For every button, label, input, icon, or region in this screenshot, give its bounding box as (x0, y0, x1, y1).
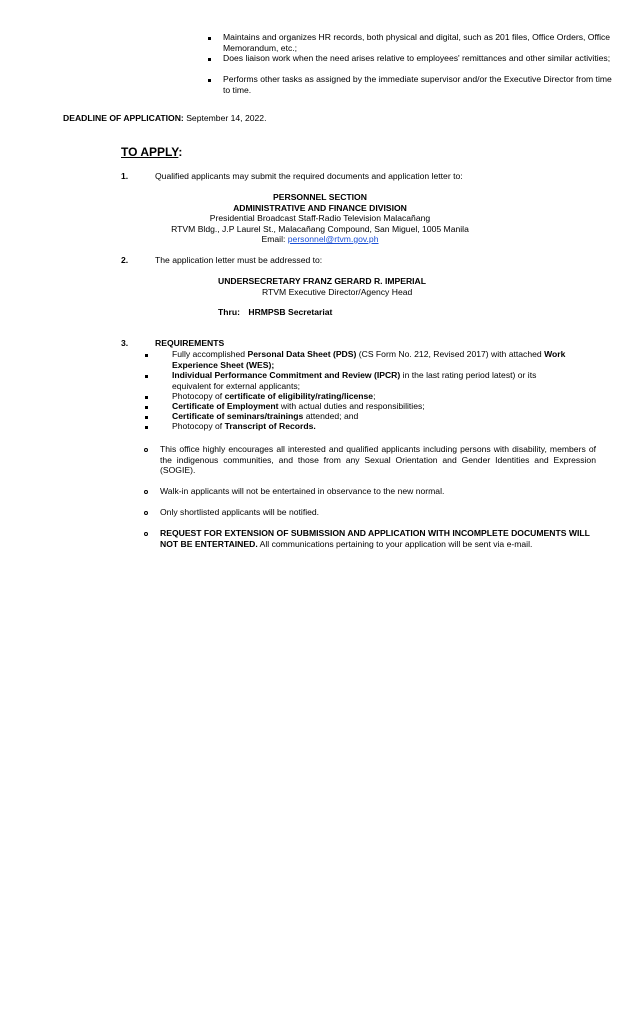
note-text: This office highly encourages all interested and qualified applicants including persons with disability, members of the indigenous communities, and those from any Sexual Orientation and Gender Identities and Expression (SOGIE). (160, 444, 596, 475)
duty-item: Does liaison work when the need arises relative to employees' remittances and other similar activities; (223, 53, 611, 63)
address-line: RTVM Bldg., J.P Laurel St., Malacañang Compound, San Miguel, 1005 Manila (171, 223, 469, 234)
to-apply-colon: : (178, 145, 183, 159)
addressee-title: RTVM Executive Director/Agency Head (262, 286, 413, 297)
item-2-text: The application letter must be addressed to: (155, 255, 323, 265)
req-bold: Certificate of Employment (172, 401, 279, 411)
requirements-heading: REQUIREMENTS (155, 338, 225, 348)
note-text: Only shortlisted applicants will be notified. (160, 507, 320, 517)
item-number: 1. (121, 171, 129, 181)
requirement-item (172, 401, 597, 412)
deadline-value: September 14, 2022. (186, 113, 267, 123)
item-1-text: Qualified applicants may submit the required documents and application letter to: (155, 171, 463, 181)
bullet-square-icon (145, 396, 148, 399)
circle-bullet-icon (144, 448, 148, 452)
requirement-item-continued: Experience Sheet (WES); (172, 360, 275, 370)
circle-bullet-icon (144, 490, 148, 494)
bullet-square-icon (145, 375, 148, 378)
req-text: Photocopy of (172, 421, 225, 431)
thru-label: Thru: (218, 307, 240, 317)
email-label: Email: (261, 234, 286, 244)
bullet-square-icon (208, 79, 211, 82)
to-apply-heading (121, 145, 182, 159)
addressee-block (218, 276, 598, 297)
req-text: attended; and (303, 411, 359, 421)
bullet-square-icon (145, 426, 148, 429)
email-link[interactable]: personnel@rtvm.gov.ph (287, 234, 379, 244)
bullet-square-icon (208, 37, 211, 40)
req-bold: Personal Data Sheet (PDS) (247, 349, 357, 359)
requirement-item (172, 370, 597, 381)
address-line: PERSONNEL SECTION (273, 192, 367, 202)
req-bold: Work (544, 349, 566, 359)
deadline (63, 113, 583, 124)
address-line: ADMINISTRATIVE AND FINANCE DIVISION (233, 202, 407, 213)
req-text: ; (373, 391, 376, 401)
deadline-label: DEADLINE OF APPLICATION: (63, 113, 184, 123)
addressee-name: UNDERSECRETARY FRANZ GERARD R. IMPERIAL (218, 276, 427, 286)
address-block (120, 192, 520, 245)
req-bold: Transcript of Records. (224, 421, 316, 431)
thru-value: HRMPSB Secretariat (248, 307, 333, 317)
req-text: Photocopy of (172, 391, 225, 401)
requirement-item (172, 391, 597, 402)
note-bold: REQUEST FOR EXTENSION OF SUBMISSION AND APPLICATION WITH INCOMPLETE DOCUMENTS WILL NOT BE ENTERTAINED. (160, 528, 590, 549)
thru-line (218, 307, 332, 318)
bullet-square-icon (145, 406, 148, 409)
duty-item: Maintains and organizes HR records, both physical and digital, such as 201 files, Office Orders, Office Memorandum, etc.; (223, 32, 611, 53)
req-text: with actual duties and responsibilities; (278, 401, 425, 411)
duty-item: Performs other tasks as assigned by the immediate supervisor and/or the Executive Director from time to time. (223, 74, 612, 95)
to-apply-text: TO APPLY (121, 145, 179, 159)
req-text: in the last rating period latest) or its (400, 370, 537, 380)
circle-bullet-icon (144, 511, 148, 515)
email-line (120, 234, 520, 245)
circle-bullet-icon (144, 532, 148, 536)
req-bold: Individual Performance Commitment and Review (IPCR) (172, 370, 401, 380)
req-bold: Certificate of seminars/trainings (172, 411, 304, 421)
requirement-item (172, 421, 597, 432)
requirement-item (172, 411, 597, 422)
req-text: (CS Form No. 212, Revised 2017) with attached (356, 349, 545, 359)
item-number: 3. (121, 338, 129, 348)
bullet-square-icon (208, 58, 211, 61)
item-number: 2. (121, 255, 129, 265)
requirement-item (172, 349, 597, 360)
note-text (160, 528, 596, 549)
req-bold: certificate of eligibility/rating/license (224, 391, 374, 401)
req-text: Fully accomplished (172, 349, 248, 359)
note-rest: All communications pertaining to your application will be sent via e-mail. (257, 538, 533, 549)
address-line: Presidential Broadcast Staff-Radio Television Malacañang (209, 213, 431, 223)
note-text: Walk-in applicants will not be entertained in observance to the new normal. (160, 486, 445, 496)
requirement-item-continued: equivalent for external applicants; (172, 381, 301, 391)
bullet-square-icon (145, 416, 148, 419)
bullet-square-icon (145, 354, 148, 357)
